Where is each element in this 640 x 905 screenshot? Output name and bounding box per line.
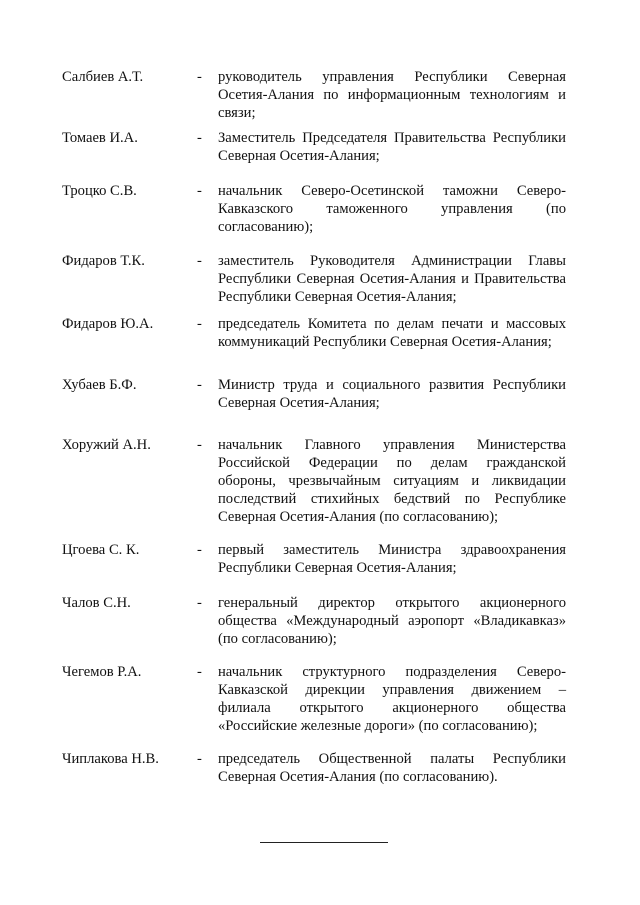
- member-dash: -: [197, 751, 202, 767]
- member-name: Хубаев Б.Ф.: [62, 377, 137, 393]
- member-dash: -: [197, 542, 202, 558]
- member-role: председатель Комитета по делам печати и массовых коммуникаций Республики Северная Осетия-Алания;: [218, 316, 566, 350]
- member-name: Хоружий А.Н.: [62, 437, 151, 453]
- member-dash: -: [197, 377, 202, 393]
- member-dash: -: [197, 664, 202, 680]
- member-role: руководитель управления Республики Северная Осетия-Алания по информационным технологиям и связи;: [218, 69, 566, 121]
- member-name: Цгоева С. К.: [62, 542, 140, 558]
- member-dash: -: [197, 183, 202, 199]
- member-name: Фидаров Ю.А.: [62, 316, 154, 332]
- member-role: начальник структурного подразделения Северо-Кавказской дирекции управления движением – филиала открытого акционерного общества «Российские железные дороги» (по согласованию);: [218, 664, 566, 734]
- member-dash: -: [197, 253, 202, 269]
- member-role: начальник Северо-Осетинской таможни Северо-Кавказского таможенного управления (по согласованию);: [218, 183, 566, 235]
- member-role: заместитель Руководителя Администрации Главы Республики Северная Осетия-Алания и Правительства Республики Северная Осетия-Алания;: [218, 253, 566, 305]
- end-divider-line: [260, 842, 388, 843]
- member-name: Чегемов Р.А.: [62, 664, 142, 680]
- member-name: Томаев И.А.: [62, 130, 138, 146]
- member-name: Чиплакова Н.В.: [62, 751, 159, 767]
- member-dash: -: [197, 69, 202, 85]
- member-dash: -: [197, 437, 202, 453]
- member-role: Министр труда и социального развития Республики Северная Осетия-Алания;: [218, 377, 566, 411]
- member-dash: -: [197, 130, 202, 146]
- member-name: Фидаров Т.К.: [62, 253, 145, 269]
- member-dash: -: [197, 316, 202, 332]
- member-name: Салбиев А.Т.: [62, 69, 144, 85]
- member-role: первый заместитель Министра здравоохранения Республики Северная Осетия-Алания;: [218, 542, 566, 576]
- member-role: начальник Главного управления Министерства Российской Федерации по делам гражданской обороны, чрезвычайным ситуациям и ликвидации последствий стихийных бедствий по Республике Северная Осетия-Алания (по согласованию);: [218, 437, 566, 525]
- member-role: Заместитель Председателя Правительства Республики Северная Осетия-Алания;: [218, 130, 566, 164]
- member-dash: -: [197, 595, 202, 611]
- member-role: председатель Общественной палаты Республики Северная Осетия-Алания (по согласованию).: [218, 751, 566, 785]
- member-name: Троцко С.В.: [62, 183, 137, 199]
- member-role: генеральный директор открытого акционерного общества «Международный аэропорт «Владикавказ» (по согласованию);: [218, 595, 566, 647]
- member-name: Чалов С.Н.: [62, 595, 131, 611]
